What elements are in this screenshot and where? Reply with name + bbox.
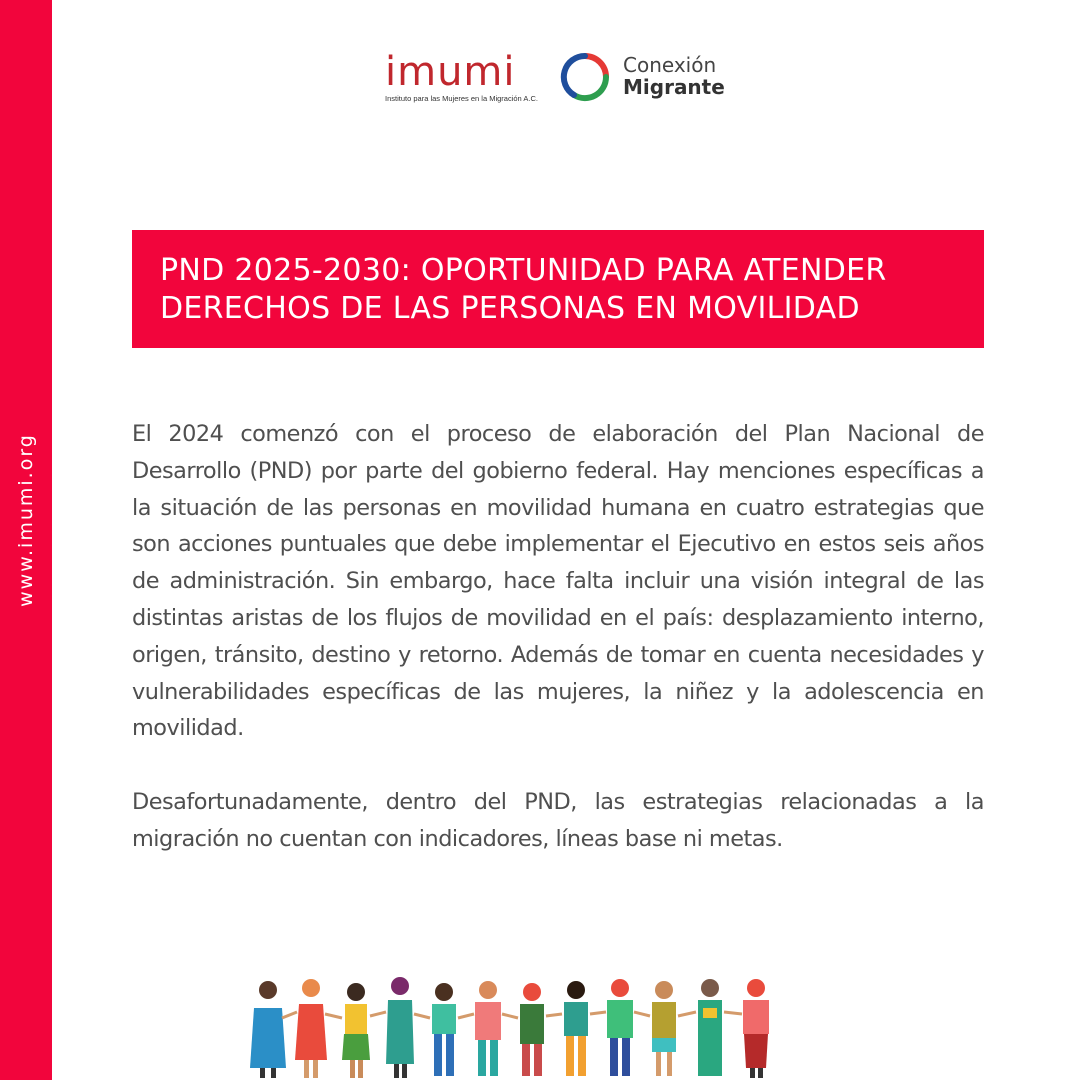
imumi-logo — [385, 49, 545, 103]
conexion-line2: Migrante — [623, 75, 725, 99]
body-paragraph-1: El 2024 comenzó con el proceso de elaboración del Plan Nacional de Desarrollo (PND) por parte del gobierno federal. Hay menciones específicas a la situación de las personas en movilidad humana en cuatro estrategias que son acciones puntuales que debe implementar el Ejecutivo en estos seis años de administración. Sin embargo, hace falta incluir una visión integral de las distintas aristas de los flujos de movilidad en el país: desplazamiento interno, origen, tránsito, destino y retorno. Además de tomar en cuenta necesidades y vulnerabilidades específicas de las mujeres, la niñez y la adolescencia en movilidad. — [132, 421, 984, 742]
conexion-ring-icon — [560, 52, 610, 102]
website-url[interactable]: www.imumi.org — [15, 433, 37, 607]
imumi-logo-word: imumi — [385, 49, 516, 95]
people-illustration — [248, 968, 838, 1080]
side-bar — [0, 0, 52, 1080]
conexion-line1: Conexión — [623, 53, 717, 77]
person-figures — [250, 977, 769, 1078]
body-paragraph-2: Desafortunadamente, dentro del PND, las estrategias relacionadas a la migración no cuentan con indicadores, líneas base ni metas. — [132, 789, 984, 852]
page-title: PND 2025-2030: OPORTUNIDAD PARA ATENDER DERECHOS DE LAS PERSONAS EN MOVILIDAD — [160, 253, 887, 326]
logo-header — [385, 49, 745, 112]
imumi-logo-subtitle: Instituto para las Mujeres en la Migración A.C. — [385, 94, 538, 103]
title-banner — [132, 230, 984, 348]
